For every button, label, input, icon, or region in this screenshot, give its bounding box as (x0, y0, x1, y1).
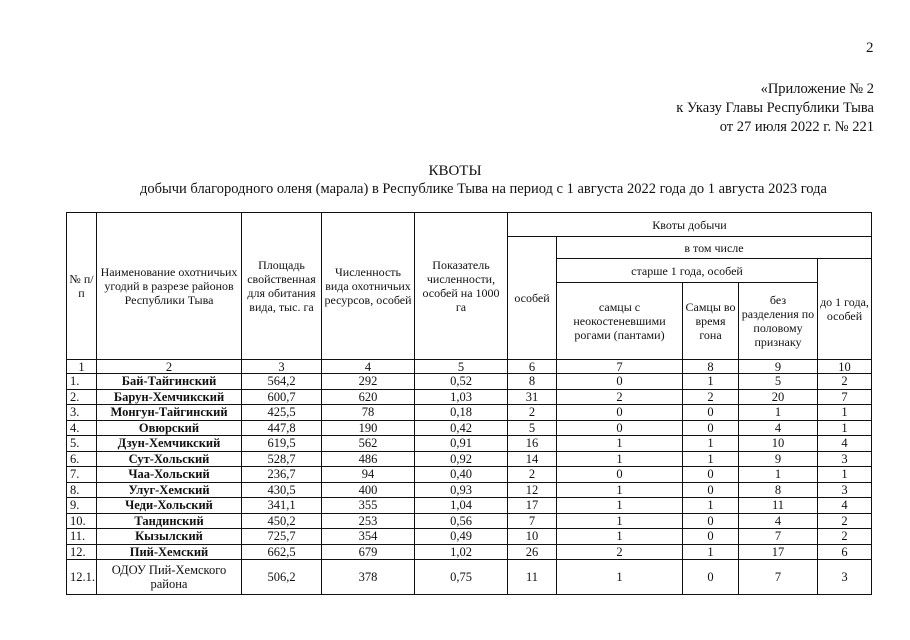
cell-area: 662,5 (242, 544, 322, 560)
cell-antlers: 1 (557, 451, 683, 467)
cell-no: 6. (67, 451, 97, 467)
cell-name: Сут-Хольский (97, 451, 242, 467)
cell-young: 2 (818, 529, 872, 545)
cell-area: 341,1 (242, 498, 322, 514)
appendix-line-3: от 27 июля 2022 г. № 221 (719, 119, 874, 135)
cell-young: 3 (818, 482, 872, 498)
cell-area: 430,5 (242, 482, 322, 498)
index-cell: 1 (67, 360, 97, 374)
header-area: Площадь свойственная для обитания вида, тыс. га (242, 213, 322, 360)
cell-nosex: 1 (739, 467, 818, 483)
cell-name: ОДОУ Пий-Хемского района (97, 560, 242, 595)
cell-total: 11 (508, 560, 557, 595)
cell-total: 10 (508, 529, 557, 545)
cell-index: 0,49 (415, 529, 508, 545)
appendix-line-1: «Приложение № 2 (760, 81, 874, 97)
header-rut: Самцы во время гона (683, 283, 739, 360)
cell-rut: 0 (683, 560, 739, 595)
cell-name: Овюрский (97, 420, 242, 436)
cell-nosex: 17 (739, 544, 818, 560)
cell-antlers: 0 (557, 467, 683, 483)
cell-no: 4. (67, 420, 97, 436)
cell-area: 600,7 (242, 389, 322, 405)
cell-count: 292 (322, 374, 415, 390)
cell-rut: 0 (683, 405, 739, 421)
cell-antlers: 1 (557, 560, 683, 595)
document-subtitle: добычи благородного оленя (марала) в Республике Тыва на период с 1 августа 2022 года до 1 августа 2023 года (140, 181, 827, 197)
cell-nosex: 20 (739, 389, 818, 405)
cell-total: 26 (508, 544, 557, 560)
cell-nosex: 5 (739, 374, 818, 390)
cell-index: 0,18 (415, 405, 508, 421)
cell-index: 0,75 (415, 560, 508, 595)
index-row (67, 360, 872, 374)
cell-index: 0,42 (415, 420, 508, 436)
cell-rut: 1 (683, 436, 739, 452)
cell-name: Бай-Тайгинский (97, 374, 242, 390)
cell-nosex: 10 (739, 436, 818, 452)
cell-nosex: 4 (739, 420, 818, 436)
cell-rut: 0 (683, 513, 739, 529)
header-no: № п/п (67, 213, 97, 360)
cell-count: 679 (322, 544, 415, 560)
cell-rut: 1 (683, 544, 739, 560)
cell-index: 0,56 (415, 513, 508, 529)
header-nosex: без разделения по половому признаку (739, 283, 818, 360)
cell-count: 486 (322, 451, 415, 467)
cell-young: 1 (818, 405, 872, 421)
table-row (67, 389, 872, 405)
cell-area: 528,7 (242, 451, 322, 467)
header-name: Наименование охотничьих угодий в разрезе районов Республики Тыва (97, 213, 242, 360)
cell-no: 3. (67, 405, 97, 421)
quota-table (66, 212, 872, 595)
cell-name: Чаа-Хольский (97, 467, 242, 483)
cell-area: 447,8 (242, 420, 322, 436)
cell-total: 8 (508, 374, 557, 390)
cell-index: 0,93 (415, 482, 508, 498)
cell-antlers: 0 (557, 405, 683, 421)
index-cell: 2 (97, 360, 242, 374)
appendix-line-2: к Указу Главы Республики Тыва (676, 100, 874, 116)
cell-area: 236,7 (242, 467, 322, 483)
cell-antlers: 1 (557, 529, 683, 545)
cell-total: 2 (508, 405, 557, 421)
index-cell: 7 (557, 360, 683, 374)
header-young: до 1 года, особей (818, 259, 872, 360)
table-row (67, 529, 872, 545)
cell-nosex: 8 (739, 482, 818, 498)
header-index: Показатель численности, особей на 1000 га (415, 213, 508, 360)
cell-antlers: 2 (557, 389, 683, 405)
index-cell: 4 (322, 360, 415, 374)
cell-nosex: 11 (739, 498, 818, 514)
cell-young: 4 (818, 436, 872, 452)
cell-index: 1,02 (415, 544, 508, 560)
cell-total: 2 (508, 467, 557, 483)
cell-nosex: 4 (739, 513, 818, 529)
cell-nosex: 7 (739, 560, 818, 595)
table-row (67, 420, 872, 436)
index-cell: 6 (508, 360, 557, 374)
cell-area: 450,2 (242, 513, 322, 529)
cell-count: 400 (322, 482, 415, 498)
cell-rut: 1 (683, 374, 739, 390)
cell-name: Пий-Хемский (97, 544, 242, 560)
cell-total: 5 (508, 420, 557, 436)
cell-nosex: 7 (739, 529, 818, 545)
header-incl: в том числе (557, 237, 872, 259)
page-number: 2 (866, 40, 874, 56)
cell-count: 562 (322, 436, 415, 452)
cell-count: 190 (322, 420, 415, 436)
cell-young: 1 (818, 420, 872, 436)
cell-count: 378 (322, 560, 415, 595)
header-total: особей (508, 237, 557, 360)
header-antlers: самцы с неокостеневшими рогами (пантами) (557, 283, 683, 360)
index-cell: 3 (242, 360, 322, 374)
cell-index: 0,52 (415, 374, 508, 390)
cell-no: 8. (67, 482, 97, 498)
table-row (67, 436, 872, 452)
cell-antlers: 0 (557, 374, 683, 390)
cell-area: 619,5 (242, 436, 322, 452)
table-row (67, 498, 872, 514)
index-cell: 9 (739, 360, 818, 374)
table-row (67, 374, 872, 390)
cell-rut: 0 (683, 482, 739, 498)
header-older: старше 1 года, особей (557, 259, 818, 283)
cell-total: 16 (508, 436, 557, 452)
cell-rut: 2 (683, 389, 739, 405)
cell-count: 94 (322, 467, 415, 483)
cell-index: 0,92 (415, 451, 508, 467)
header-count: Численность вида охотничьих ресурсов, особей (322, 213, 415, 360)
cell-rut: 0 (683, 467, 739, 483)
cell-young: 4 (818, 498, 872, 514)
cell-rut: 0 (683, 420, 739, 436)
cell-name: Барун-Хемчикский (97, 389, 242, 405)
cell-index: 0,40 (415, 467, 508, 483)
cell-name: Монгун-Тайгинский (97, 405, 242, 421)
table-row (67, 482, 872, 498)
header-quota: Квоты добычи (508, 213, 872, 237)
cell-area: 725,7 (242, 529, 322, 545)
cell-total: 31 (508, 389, 557, 405)
index-cell: 8 (683, 360, 739, 374)
cell-name: Тандинский (97, 513, 242, 529)
cell-name: Улуг-Хемский (97, 482, 242, 498)
cell-antlers: 1 (557, 436, 683, 452)
cell-name: Кызылский (97, 529, 242, 545)
cell-total: 12 (508, 482, 557, 498)
cell-antlers: 1 (557, 498, 683, 514)
table-row (67, 513, 872, 529)
table-row (67, 544, 872, 560)
table-row (67, 451, 872, 467)
cell-young: 3 (818, 451, 872, 467)
cell-area: 506,2 (242, 560, 322, 595)
cell-young: 6 (818, 544, 872, 560)
cell-count: 78 (322, 405, 415, 421)
cell-index: 0,91 (415, 436, 508, 452)
cell-count: 253 (322, 513, 415, 529)
index-cell: 10 (818, 360, 872, 374)
cell-antlers: 1 (557, 482, 683, 498)
document-title: КВОТЫ (428, 163, 482, 179)
cell-no: 12. (67, 544, 97, 560)
cell-total: 14 (508, 451, 557, 467)
cell-count: 354 (322, 529, 415, 545)
cell-antlers: 1 (557, 513, 683, 529)
cell-nosex: 9 (739, 451, 818, 467)
cell-young: 1 (818, 467, 872, 483)
cell-no: 12.1. (67, 560, 97, 595)
cell-no: 2. (67, 389, 97, 405)
table-row (67, 405, 872, 421)
cell-rut: 1 (683, 451, 739, 467)
cell-young: 7 (818, 389, 872, 405)
cell-no: 1. (67, 374, 97, 390)
cell-no: 7. (67, 467, 97, 483)
cell-name: Чеди-Хольский (97, 498, 242, 514)
cell-total: 7 (508, 513, 557, 529)
cell-count: 620 (322, 389, 415, 405)
cell-count: 355 (322, 498, 415, 514)
cell-no: 5. (67, 436, 97, 452)
cell-rut: 1 (683, 498, 739, 514)
cell-antlers: 2 (557, 544, 683, 560)
appendix-header (676, 80, 874, 137)
cell-index: 1,03 (415, 389, 508, 405)
cell-name: Дзун-Хемчикский (97, 436, 242, 452)
index-cell: 5 (415, 360, 508, 374)
cell-area: 425,5 (242, 405, 322, 421)
cell-area: 564,2 (242, 374, 322, 390)
cell-young: 3 (818, 560, 872, 595)
cell-index: 1,04 (415, 498, 508, 514)
cell-antlers: 0 (557, 420, 683, 436)
table-row (67, 560, 872, 595)
table-row (67, 467, 872, 483)
cell-young: 2 (818, 513, 872, 529)
cell-no: 10. (67, 513, 97, 529)
cell-young: 2 (818, 374, 872, 390)
cell-no: 9. (67, 498, 97, 514)
cell-nosex: 1 (739, 405, 818, 421)
cell-total: 17 (508, 498, 557, 514)
cell-no: 11. (67, 529, 97, 545)
cell-rut: 0 (683, 529, 739, 545)
